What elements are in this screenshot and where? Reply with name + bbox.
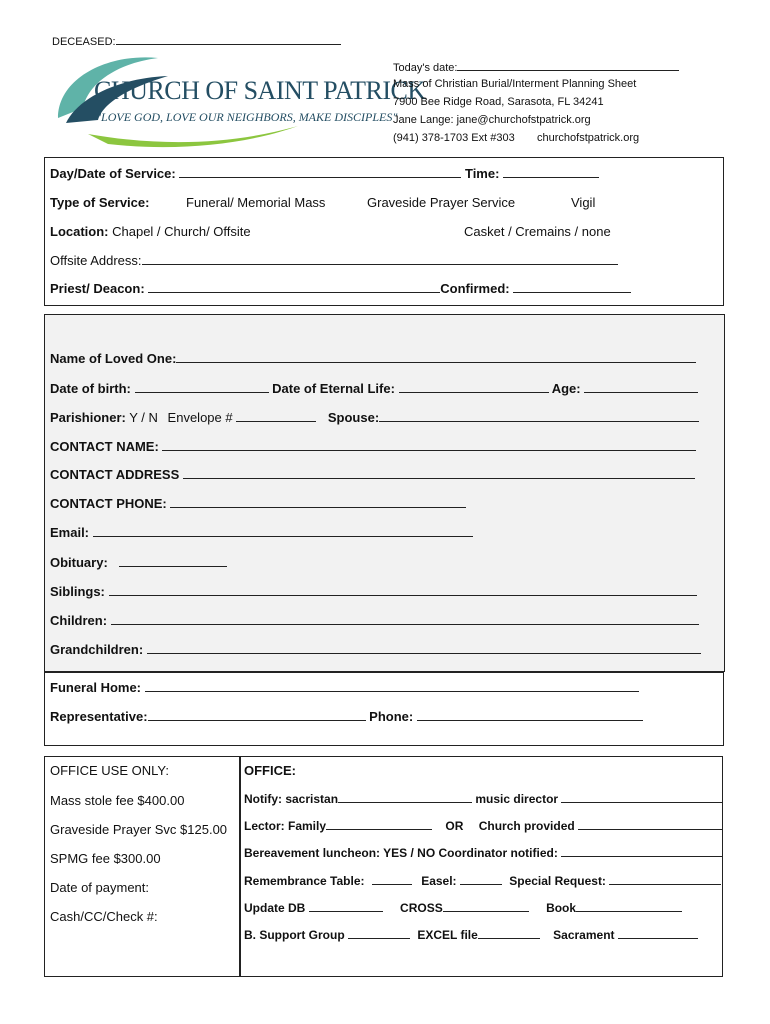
- office-use-item: Mass stole fee $400.00: [50, 793, 185, 808]
- representative-label: Representative:: [50, 709, 148, 724]
- priest-line[interactable]: [148, 281, 440, 293]
- priest-row: [50, 281, 631, 296]
- funeral-home-line[interactable]: [145, 680, 639, 692]
- sheet-title: Mass of Christian Burial/Interment Planning Sheet: [393, 78, 637, 90]
- children-label: Children:: [50, 613, 108, 628]
- lector-label: Lector: Family: [244, 819, 327, 833]
- office-title: OFFICE:: [244, 763, 296, 778]
- loved-one-name-row: [50, 351, 696, 366]
- cross-label: CROSS: [400, 901, 443, 915]
- service-time-line[interactable]: [503, 166, 599, 178]
- spouse-label: Spouse:: [327, 410, 380, 425]
- notify-row: [244, 791, 723, 806]
- obituary-row: [50, 555, 227, 570]
- update-db-label: Update DB: [244, 901, 306, 915]
- update-db-line[interactable]: [309, 900, 383, 912]
- siblings-label: Siblings:: [50, 584, 105, 599]
- book-label: Book: [546, 901, 577, 915]
- logo-church-name: CHURCH OF SAINT PATRICK: [94, 76, 426, 105]
- easel-line[interactable]: [460, 873, 502, 885]
- service-type-option-graveside[interactable]: Graveside Prayer Service: [367, 195, 516, 210]
- email-label: Email:: [50, 525, 90, 540]
- church-phone: (941) 378-1703 Ext #303: [393, 132, 515, 144]
- excel-file-label: EXCEL file: [417, 928, 478, 942]
- children-row: [50, 613, 699, 628]
- age-line[interactable]: [584, 381, 698, 393]
- contact-address-line[interactable]: [183, 467, 695, 479]
- or-label: OR: [445, 819, 464, 833]
- office-use-title: OFFICE USE ONLY:: [50, 763, 169, 778]
- excel-file-line[interactable]: [478, 927, 540, 939]
- music-director-line[interactable]: [561, 791, 723, 803]
- service-date-line[interactable]: [179, 166, 461, 178]
- office-use-item: Graveside Prayer Svc $125.00: [50, 822, 228, 837]
- grandchildren-row: [50, 642, 701, 657]
- offsite-label: Offsite Address:: [50, 253, 142, 268]
- contact-name-line[interactable]: [162, 439, 696, 451]
- spouse-line[interactable]: [379, 410, 699, 422]
- location-row: [50, 224, 251, 239]
- luncheon-row: [244, 845, 723, 860]
- remembrance-row: [244, 873, 721, 888]
- loved-one-name-label: Name of Loved One:: [50, 351, 177, 366]
- update-db-row: [244, 900, 682, 915]
- luncheon-label[interactable]: Bereavement luncheon: YES / NO: [244, 846, 436, 860]
- office-section: [44, 756, 723, 977]
- sacrament-line[interactable]: [618, 927, 698, 939]
- sacristan-line[interactable]: [338, 791, 472, 803]
- contact-name-row: [50, 439, 696, 454]
- casket-options[interactable]: Casket / Cremains / none: [464, 224, 611, 239]
- representative-row: [50, 709, 643, 724]
- service-type-option-mass[interactable]: Funeral/ Memorial Mass: [186, 195, 326, 210]
- todays-date-field: [393, 59, 679, 74]
- parishioner-row: [50, 410, 699, 425]
- service-type-option-vigil[interactable]: Vigil: [571, 195, 596, 210]
- confirmed-line[interactable]: [513, 281, 631, 293]
- church-provided-line[interactable]: [578, 818, 722, 830]
- todays-date-line[interactable]: [457, 59, 679, 71]
- location-label: Location:: [50, 224, 109, 239]
- service-date-row: [50, 166, 599, 181]
- funeral-phone-line[interactable]: [417, 709, 643, 721]
- deceased-field: [52, 33, 341, 48]
- service-date-label: Day/Date of Service:: [50, 166, 176, 181]
- eternal-label: Date of Eternal Life:: [272, 381, 395, 396]
- office-divider: [239, 756, 241, 977]
- sacrament-label: Sacrament: [553, 928, 615, 942]
- logo-motto: "LOVE GOD, LOVE OUR NEIGHBORS, MAKE DISCIPLES": [96, 110, 398, 124]
- special-request-label: Special Request:: [509, 874, 606, 888]
- remembrance-label: Remembrance Table:: [244, 874, 365, 888]
- siblings-line[interactable]: [109, 584, 697, 596]
- offsite-row: [50, 253, 618, 268]
- contact-address-row: [50, 467, 695, 482]
- grandchildren-line[interactable]: [147, 642, 701, 654]
- contact-phone-row: [50, 496, 466, 511]
- deceased-line[interactable]: [116, 33, 341, 45]
- confirmed-label: Confirmed:: [440, 281, 510, 296]
- eternal-line[interactable]: [399, 381, 549, 393]
- support-row: [244, 927, 698, 942]
- lector-row: [244, 818, 722, 833]
- parishioner-label: Parishioner:: [50, 410, 126, 425]
- office-use-item: SPMG fee $300.00: [50, 851, 161, 866]
- envelope-label: Envelope #: [167, 410, 233, 425]
- contact-name-label: CONTACT NAME:: [50, 439, 159, 454]
- obituary-line[interactable]: [119, 555, 227, 567]
- offsite-line[interactable]: [142, 253, 618, 265]
- book-line[interactable]: [576, 900, 682, 912]
- support-group-line[interactable]: [348, 927, 410, 939]
- church-address: 7900 Bee Ridge Road, Sarasota, FL 34241: [393, 96, 604, 108]
- loved-one-name-line[interactable]: [176, 351, 696, 363]
- children-line[interactable]: [111, 613, 699, 625]
- deceased-label: DECEASED:: [52, 36, 116, 48]
- dob-label: Date of birth:: [50, 381, 131, 396]
- contact-address-label: CONTACT ADDRESS: [50, 467, 180, 482]
- parishioner-options[interactable]: Y / N: [129, 410, 158, 425]
- dob-line[interactable]: [135, 381, 269, 393]
- grandchildren-label: Grandchildren:: [50, 642, 144, 657]
- remembrance-line[interactable]: [372, 873, 412, 885]
- lector-family-line[interactable]: [326, 818, 432, 830]
- notify-label: Notify: sacristan: [244, 792, 339, 806]
- funeral-home-label: Funeral Home:: [50, 680, 142, 695]
- church-provided-label: Church provided: [478, 819, 575, 833]
- siblings-row: [50, 584, 697, 599]
- support-group-label: B. Support Group: [244, 928, 345, 942]
- priest-label: Priest/ Deacon:: [50, 281, 145, 296]
- funeral-phone-label: Phone:: [369, 709, 414, 724]
- obituary-label: Obituary:: [50, 555, 108, 570]
- office-use-item[interactable]: Date of payment:: [50, 880, 149, 895]
- service-type-label: Type of Service:: [50, 195, 150, 210]
- funeral-home-row: [50, 680, 639, 695]
- age-label: Age:: [551, 381, 581, 396]
- envelope-line[interactable]: [236, 410, 316, 422]
- easel-label: Easel:: [421, 874, 457, 888]
- music-director-label: music director: [475, 792, 559, 806]
- coordinator-line[interactable]: [561, 845, 723, 857]
- dates-row: [50, 381, 698, 396]
- special-request-line[interactable]: [609, 873, 721, 885]
- office-use-item[interactable]: Cash/CC/Check #:: [50, 909, 158, 924]
- representative-line[interactable]: [148, 709, 366, 721]
- coordinator-label: Coordinator notified:: [438, 846, 558, 860]
- contact-phone-line[interactable]: [170, 496, 466, 508]
- cross-line[interactable]: [443, 900, 529, 912]
- todays-date-label: Today's date:: [393, 62, 458, 74]
- contact-person: Jane Lange: jane@churchofstpatrick.org: [393, 114, 591, 126]
- email-line[interactable]: [93, 525, 473, 537]
- contact-phone-label: CONTACT PHONE:: [50, 496, 167, 511]
- location-options[interactable]: Chapel / Church/ Offsite: [112, 224, 251, 239]
- service-time-label: Time:: [464, 166, 500, 181]
- church-website: churchofstpatrick.org: [537, 132, 640, 144]
- email-row: [50, 525, 473, 540]
